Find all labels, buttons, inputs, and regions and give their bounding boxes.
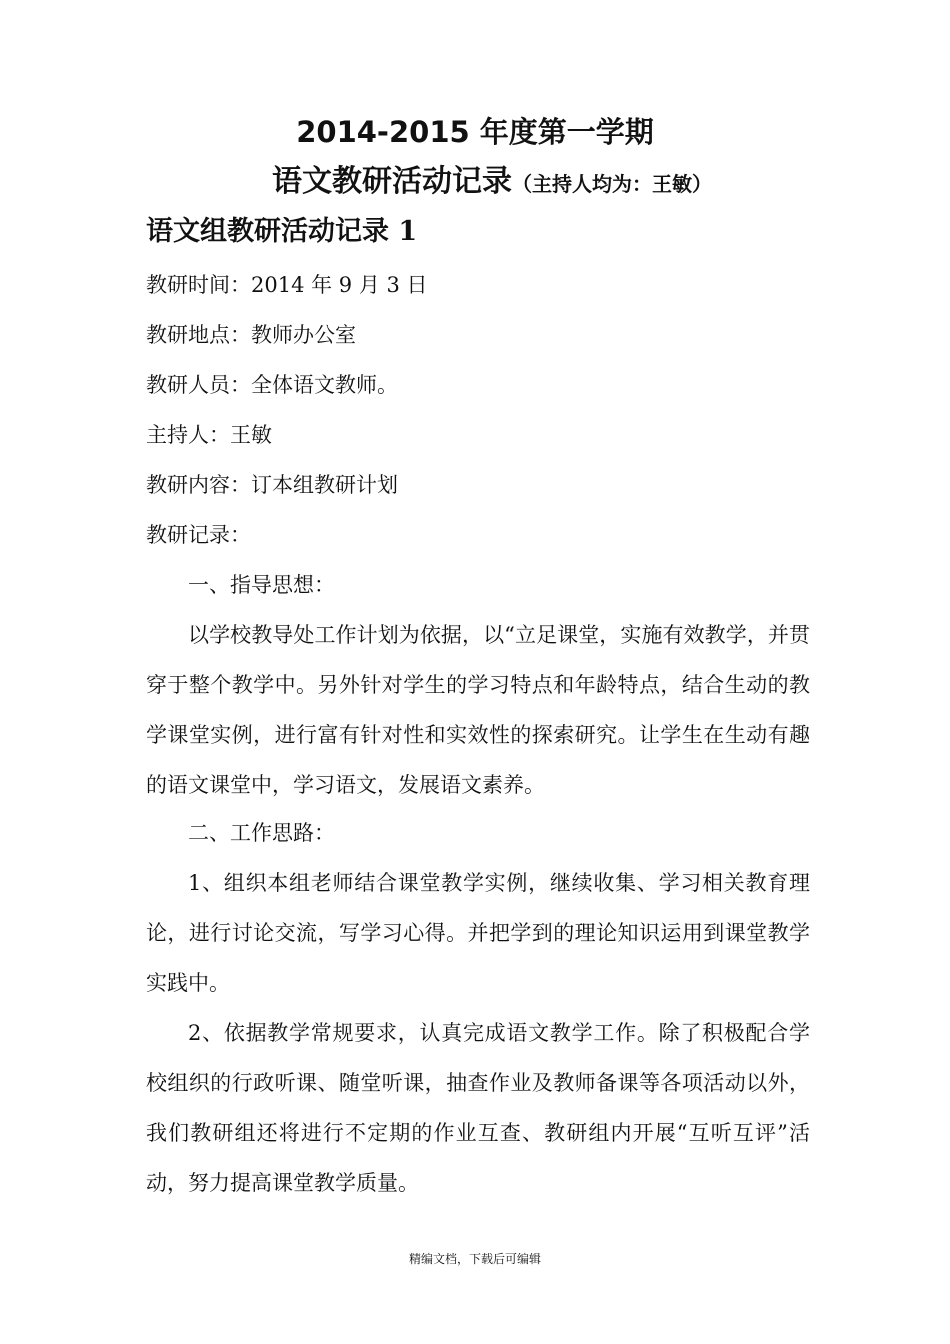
section-heading-guiding-ideas: 一、指导思想： [188,573,335,597]
field-content: 教研内容：订本组教研计划 [146,473,398,497]
paragraph-work-approach-2: 2、依据教学常规要求，认真完成语文教学工作。除了积极配合学校组织的行政听课、随堂听课，抽查作业及教师备课等各项活动以外，我们教研组还将进行不定期的作业互查、教研组内开展“互听互评”活动，努力提高课堂教学质量。 [146,1021,810,1195]
host-note: （主持人均为：王敏） [512,172,712,196]
document-title-text: 语文教研活动记录 [272,164,512,199]
field-notes-label: 教研记录： [146,523,251,547]
page-footer: 精编文档，下载后可编辑 [408,1252,541,1266]
field-time: 教研时间：2014 年 9 月 3 日 [146,273,428,297]
section-heading-work-approach: 二、工作思路： [188,821,335,845]
paragraph-guiding-ideas: 以学校教导处工作计划为依据，以“立足课堂，实施有效教学，并贯穿于整个教学中。另外针对学生的学习特点和年龄特点，结合生动的教学课堂实例，进行富有针对性和实效性的探索研究。让学生在生动有趣的语文课堂中，学习语文，发展语文素养。 [146,623,810,797]
paragraph-work-approach-1: 1、组织本组老师结合课堂教学实例，继续收集、学习相关教育理论，进行讨论交流，写学习心得。并把学到的理论知识运用到课堂教学实践中。 [146,871,810,995]
field-host: 主持人：王敏 [146,423,272,447]
document-title-term: 2014-2015 年度第一学期 [296,115,654,149]
document-title-main [272,162,712,204]
field-place: 教研地点：教师办公室 [146,323,356,347]
field-people: 教研人员：全体语文教师。 [146,373,398,397]
record-title: 语文组教研活动记录 1 [146,216,418,247]
